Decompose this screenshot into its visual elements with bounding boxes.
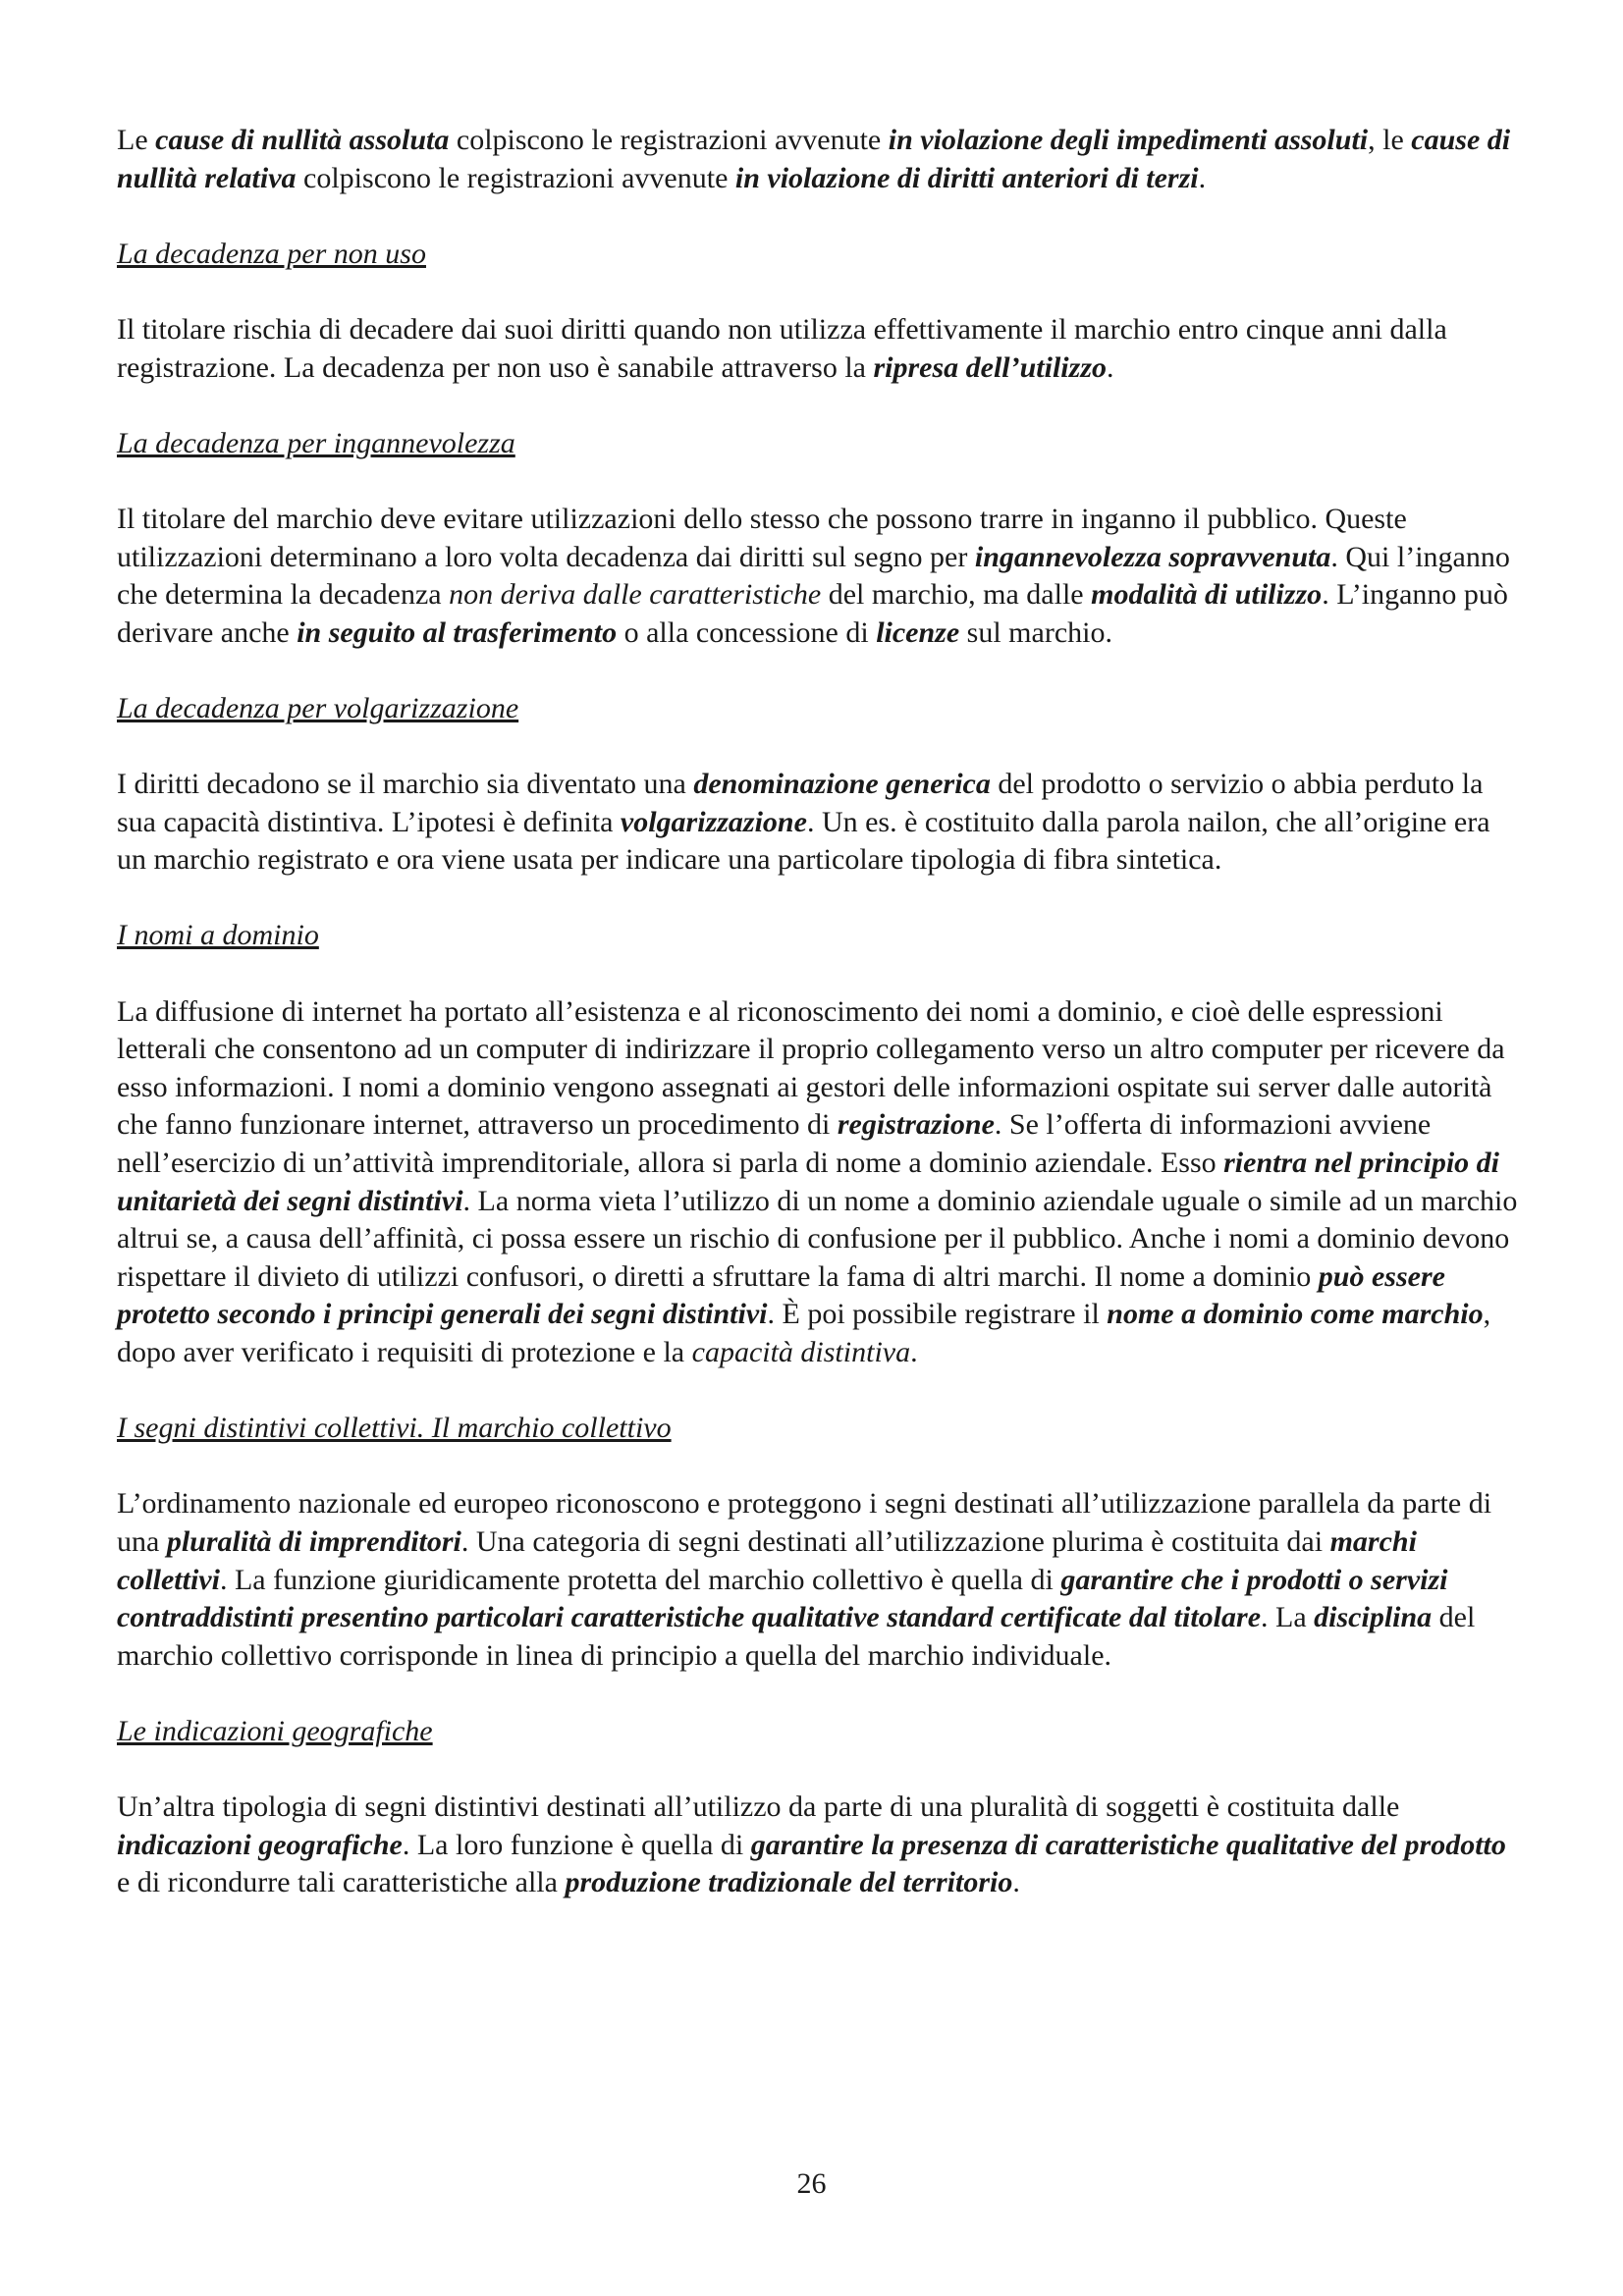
emphasis-text: marchi collettivi xyxy=(117,1524,1417,1596)
document-page xyxy=(117,122,1523,1941)
text-run: o alla concessione di xyxy=(617,615,877,649)
text-run: . Un es. è costituito dalla parola nailon, che all’origine era un marchio registrato e ora viene usata per indicare una particolare tipologia di fibra sintetica. xyxy=(117,805,1490,877)
paragraph xyxy=(117,766,1523,880)
text-run: . Una categoria di segni destinati all’utilizzazione plurima è costituita dai xyxy=(460,1524,1330,1558)
section-heading: Le indicazioni geografiche xyxy=(117,1714,433,1747)
paragraph xyxy=(117,122,1523,197)
emphasis-text: indicazioni geografiche xyxy=(117,1828,403,1861)
emphasis-text: può essere protetto secondo i principi generali dei segni distintivi xyxy=(117,1259,1445,1331)
text-run: Un’altra tipologia di segni distintivi destinati all’utilizzo da parte di una pluralità di soggetti è costituita dalle xyxy=(117,1790,1400,1824)
emphasis-text: pluralità di imprenditori xyxy=(166,1524,461,1558)
emphasis-text: ripresa dell’utilizzo xyxy=(873,350,1107,384)
section-heading: La decadenza per ingannevolezza xyxy=(117,426,515,459)
section-heading: I segni distintivi collettivi. Il marchio collettivo xyxy=(117,1412,672,1445)
text-run: . xyxy=(1107,350,1114,384)
emphasis-text: ingannevolezza sopravvenuta xyxy=(974,540,1331,573)
text-run: . xyxy=(1012,1866,1020,1899)
emphasis-text: garantire che i prodotti o servizi contraddistinti presentino particolari caratteristiche qualitative standard certificate dal titolare xyxy=(117,1563,1448,1634)
paragraph xyxy=(117,1485,1523,1675)
text-run: del marchio collettivo corrisponde in linea di principio a quella del marchio individuale. xyxy=(117,1601,1476,1672)
section-heading: La decadenza per non uso xyxy=(117,237,426,270)
emphasis-text: registrazione xyxy=(837,1108,995,1142)
paragraph xyxy=(117,1789,1523,1902)
emphasis-text: in seguito al trasferimento xyxy=(297,615,618,649)
page-number: 26 xyxy=(796,2167,827,2200)
text-run: . xyxy=(1198,161,1207,194)
emphasis-text: produzione tradizionale del territorio xyxy=(565,1866,1013,1899)
paragraph xyxy=(117,993,1523,1372)
emphasis-text: modalità di utilizzo xyxy=(1091,578,1323,612)
paragraph xyxy=(117,501,1523,652)
emphasis-text: in violazione degli impedimenti assoluti xyxy=(888,124,1369,156)
text-run: Le xyxy=(117,124,156,156)
emphasis-text: denominazione generica xyxy=(693,768,991,801)
emphasis-text: rientra nel principio di unitarietà dei segni distintivi xyxy=(117,1147,1499,1217)
text-run: Il titolare rischia di decadere dai suoi diritti quando non utilizza effettivamente il marchio entro cinque anni dalla registrazione. La decadenza per non uso è sanabile attraverso la xyxy=(117,312,1447,384)
section-heading: La decadenza per volgarizzazione xyxy=(117,691,519,724)
emphasis-text: volgarizzazione xyxy=(620,805,807,838)
section-heading: I nomi a dominio xyxy=(117,919,319,952)
text-run: I diritti decadono se il marchio sia diventato una xyxy=(117,768,694,801)
text-run: . La norma vieta l’utilizzo di un nome a dominio aziendale uguale o simile ad un marchio altrui se, a causa dell’affinità, ci possa essere un rischio di confusione per il pubblico. Anche i nomi a dominio devono rispettare il divieto di utilizzi confusori, o diretti a sfruttare la fama di altri marchi. Il nome a dominio xyxy=(117,1184,1518,1293)
text-run: L’ordinamento nazionale ed europeo riconoscono e proteggono i segni destinati all’utilizzazione parallela da parte di una xyxy=(117,1487,1492,1558)
text-run: colpiscono le registrazioni avvenute xyxy=(449,124,889,156)
text-run: . Se l’offerta di informazioni avviene nell’esercizio di un’attività imprenditoriale, allora si parla di nome a dominio aziendale. Esso xyxy=(117,1108,1432,1180)
paragraph xyxy=(117,311,1523,387)
text-run: , dopo aver verificato i requisiti di protezione e la xyxy=(117,1298,1491,1368)
emphasis-text: licenze xyxy=(876,615,960,649)
text-run: , le xyxy=(1368,124,1412,156)
emphasis-text: cause di nullità assoluta xyxy=(155,124,450,156)
emphasis-text: nome a dominio come marchio xyxy=(1107,1298,1484,1331)
text-run: Il titolare del marchio deve evitare utilizzazioni dello stesso che possono trarre in inganno il pubblico. Queste utilizzazioni determinano a loro volta decadenza dai diritti sul segno per xyxy=(117,502,1407,573)
italic-text: non deriva dalle caratteristiche xyxy=(449,578,822,612)
italic-text: capacità distintiva xyxy=(691,1336,911,1368)
text-run: colpiscono le registrazioni avvenute xyxy=(296,161,735,194)
text-run: . È poi possibile registrare il xyxy=(767,1298,1108,1331)
text-run: La diffusione di internet ha portato all’esistenza e al riconoscimento dei nomi a dominio, e cioè delle espressioni letterali che consentono ad un computer di indirizzare il proprio collegamento verso un altro computer per ricevere da esso informazioni. I nomi a dominio vengono assegnati ai gestori delle informazioni ospitate sui server dalle autorità che fanno funzionare internet, attraverso un procedimento di xyxy=(117,994,1505,1142)
emphasis-text: in violazione di diritti anteriori di terzi xyxy=(734,161,1199,194)
text-run: . xyxy=(910,1336,918,1368)
text-run: del marchio, ma dalle xyxy=(821,578,1092,612)
text-run: e di ricondurre tali caratteristiche alla xyxy=(117,1866,566,1899)
text-run: . L’inganno può derivare anche xyxy=(117,578,1508,649)
text-run: . La xyxy=(1261,1601,1315,1634)
text-run: . Qui l’inganno che determina la decadenza xyxy=(117,540,1510,612)
emphasis-text: cause di nullità relativa xyxy=(117,124,1511,194)
emphasis-text: garantire la presenza di caratteristiche qualitative del prodotto xyxy=(750,1828,1506,1861)
text-run: . La loro funzione è quella di xyxy=(402,1828,751,1861)
text-run: . La funzione giuridicamente protetta del marchio collettivo è quella di xyxy=(219,1563,1061,1596)
text-run: del prodotto o servizio o abbia perduto la sua capacità distintiva. L’ipotesi è definita xyxy=(117,768,1484,838)
emphasis-text: disciplina xyxy=(1314,1601,1433,1634)
text-run: sul marchio. xyxy=(959,615,1112,649)
